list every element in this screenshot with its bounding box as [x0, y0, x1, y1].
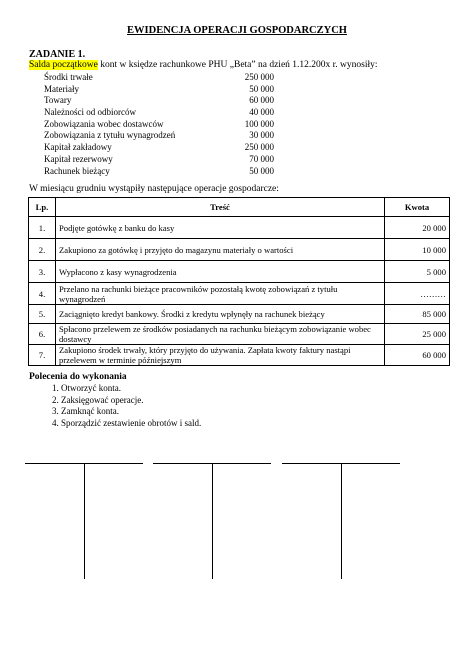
t-account-center-line — [212, 463, 213, 579]
task-heading: ZADANIE 1. — [29, 49, 86, 60]
row-lp: 2. — [29, 239, 56, 261]
command-item: 3. Zamknąć konta. — [61, 406, 201, 418]
row-content: Podjęte gotówkę z banku do kasy — [56, 217, 385, 239]
highlighted-phrase: Salda początkowe — [29, 60, 98, 70]
row-amount: 60 000 — [385, 345, 450, 366]
row-lp: 5. — [29, 305, 56, 324]
intro-text — [29, 60, 378, 70]
header-content: Treść — [56, 198, 385, 217]
balance-amount: 60 000 — [249, 95, 274, 106]
balance-amount: 50 000 — [249, 165, 274, 176]
balance-name: Należności od odbiorców — [44, 107, 136, 118]
balance-name: Towary — [44, 95, 72, 106]
t-account-1 — [25, 463, 143, 579]
row-content: Zaciągnięto kredyt bankowy. Środki z kredytu wpłynęły na rachunek bieżący — [56, 305, 385, 324]
table-row — [29, 239, 450, 261]
balance-row — [44, 119, 274, 131]
table-row — [29, 261, 450, 283]
balance-row — [44, 84, 274, 96]
t-account-center-line — [341, 463, 342, 579]
row-lp: 6. — [29, 324, 56, 345]
row-amount: 25 000 — [385, 324, 450, 345]
balance-name: Materiały — [44, 83, 79, 94]
t-account-center-line — [84, 463, 85, 579]
commands-list — [29, 383, 201, 429]
header-amount: Kwota — [385, 198, 450, 217]
balance-amount: 100 000 — [244, 118, 274, 129]
row-lp: 3. — [29, 261, 56, 283]
balance-row — [44, 72, 274, 84]
row-content: Spłacono przelewem ze środków posiadanych na rachunku bieżącym zobowiązanie wobec dostawcy — [56, 324, 385, 345]
operations-intro: W miesiącu grudniu wystąpiły następujące operacje gospodarcze: — [29, 184, 279, 194]
table-row — [29, 217, 450, 239]
opening-balances-list — [44, 72, 274, 177]
balance-row — [44, 154, 274, 166]
balance-amount: 70 000 — [249, 153, 274, 164]
balance-amount: 30 000 — [249, 130, 274, 141]
table-header-row — [29, 198, 450, 217]
table-row — [29, 324, 450, 345]
row-amount: 20 000 — [385, 217, 450, 239]
balance-name: Rachunek bieżący — [44, 165, 110, 176]
balance-amount: 250 000 — [244, 142, 274, 153]
header-lp: Lp. — [29, 198, 56, 217]
balance-row — [44, 166, 274, 178]
balance-amount: 250 000 — [244, 72, 274, 82]
balance-row — [44, 130, 274, 142]
row-lp: 1. — [29, 217, 56, 239]
row-content: Przelano na rachunki bieżące pracowników pozostałą kwotę zobowiązań z tytułu wynagrodzeń — [56, 283, 385, 305]
command-item: 1. Otworzyć konta. — [61, 383, 201, 395]
balance-name: Kapitał rezerwowy — [44, 153, 113, 164]
row-lp: 7. — [29, 345, 56, 366]
t-account-3 — [282, 463, 400, 579]
balance-name: Zobowiązania z tytułu wynagrodzeń — [44, 130, 176, 141]
command-item: 2. Zaksięgować operacje. — [61, 395, 201, 407]
balance-name: Środki trwałe — [44, 72, 93, 82]
balance-row — [44, 142, 274, 154]
balance-amount: 40 000 — [249, 107, 274, 118]
row-amount: ……… — [385, 283, 450, 305]
row-amount: 85 000 — [385, 305, 450, 324]
table-row — [29, 305, 450, 324]
balance-name: Zobowiązania wobec dostawców — [44, 118, 164, 129]
commands-heading: Polecenia do wykonania — [29, 372, 127, 382]
intro-rest: kont w księdze rachunkowe PHU „Beta” na dzień 1.12.200x r. wynosiły: — [97, 60, 378, 70]
row-amount: 10 000 — [385, 239, 450, 261]
balance-row — [44, 95, 274, 107]
row-lp: 4. — [29, 283, 56, 305]
table-row — [29, 345, 450, 366]
row-content: Zakupiono środek trwały, który przyjęto do używania. Zapłata kwoty faktury nastąpi przelewem w terminie późniejszym — [56, 345, 385, 366]
balance-name: Kapitał zakładowy — [44, 142, 112, 153]
balance-amount: 50 000 — [249, 83, 274, 94]
row-content: Wypłacono z kasy wynagrodzenia — [56, 261, 385, 283]
document-title: EWIDENCJA OPERACJI GOSPODARCZYCH — [127, 25, 347, 36]
row-content: Zakupiono za gotówkę i przyjęto do magazynu materiały o wartości — [56, 239, 385, 261]
table-row — [29, 283, 450, 305]
command-item: 4. Sporządzić zestawienie obrotów i sald. — [61, 418, 201, 430]
balance-row — [44, 107, 274, 119]
operations-table — [28, 197, 450, 366]
row-amount: 5 000 — [385, 261, 450, 283]
t-account-2 — [153, 463, 271, 579]
